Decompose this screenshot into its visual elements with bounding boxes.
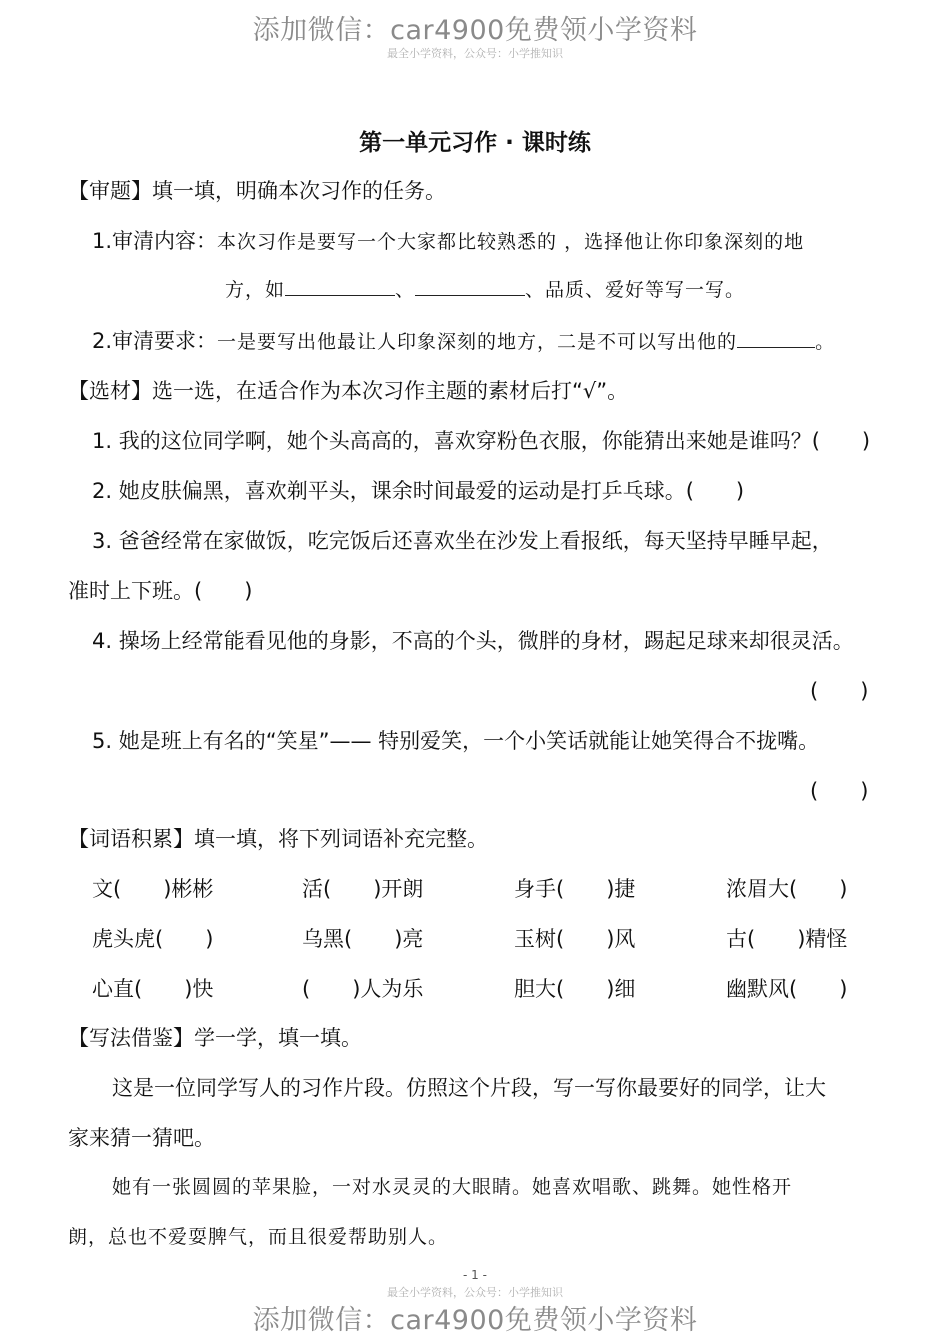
shenti-item-2-text: 一是要写出他最让人印象深刻的地方，二是不可以写出他的 bbox=[217, 331, 738, 353]
shenti-item-2 bbox=[92, 325, 835, 355]
ciyu-cell[interactable]: 心直( )快 bbox=[92, 977, 214, 1001]
watermark-bottom: 添加微信：car4900免费领小学资料 bbox=[252, 1305, 698, 1336]
shenti-item-1-sep: 、 bbox=[395, 279, 416, 301]
shenti-item-1-label: 1.审清内容： bbox=[92, 229, 218, 253]
section-header-shenti: 【审题】填一填，明确本次习作的任务。 bbox=[68, 179, 446, 203]
watermark-top: 添加微信：car4900免费领小学资料 bbox=[252, 15, 698, 46]
ciyu-cell[interactable]: 幽默风( ) bbox=[726, 977, 848, 1001]
page-title: 第一单元习作 · 课时练 bbox=[359, 130, 591, 156]
shenti-item-2-label: 2.审清要求： bbox=[92, 329, 218, 353]
page-number: - 1 - bbox=[463, 1268, 487, 1282]
answer-blank-1[interactable] bbox=[285, 277, 395, 296]
ciyu-cell[interactable]: 虎头虎( ) bbox=[92, 927, 214, 951]
xiefa-intro-line-2: 家来猜一猜吧。 bbox=[68, 1126, 215, 1150]
ciyu-cell[interactable]: 活( )开朗 bbox=[302, 877, 424, 901]
xuancai-item-2[interactable]: 2. 她皮肤偏黑，喜欢剃平头，课余时间最爱的运动是打乒乓球。( ) bbox=[92, 479, 745, 503]
section-header-ciyu: 【词语积累】填一填，将下列词语补充完整。 bbox=[68, 827, 488, 851]
ciyu-cell[interactable]: 乌黑( )亮 bbox=[302, 927, 424, 951]
section-header-xiefa: 【写法借鉴】学一学，填一填。 bbox=[68, 1026, 362, 1050]
section-header-xuancai: 【选材】选一选，在适合作为本次习作主题的素材后打“√”。 bbox=[68, 379, 629, 403]
xiefa-example-line-1: 她有一张圆圆的苹果脸，一对水灵灵的大眼睛。她喜欢唱歌、跳舞。她性格开 bbox=[112, 1176, 793, 1198]
shenti-item-1-text: 本次习作是要写一个大家都比较熟悉的 ，选择他让你印象深刻的地 bbox=[217, 231, 805, 253]
xuancai-item-5-paren[interactable]: ( ) bbox=[810, 779, 869, 803]
xiefa-example-line-2: 朗，总也不爱耍脾气，而且很爱帮助别人。 bbox=[68, 1226, 449, 1248]
shenti-item-1-cont-b: 、品质、爱好等写一写。 bbox=[525, 279, 746, 301]
xiefa-intro-line-1: 这是一位同学写人的习作片段。仿照这个片段，写一写你最要好的同学，让大 bbox=[112, 1076, 826, 1100]
shenti-item-1-cont-a: 方，如 bbox=[225, 279, 286, 301]
shenti-item-1-cont bbox=[225, 275, 745, 302]
watermark-bottom-sub: 最全小学资料，公众号：小学推知识 bbox=[387, 1286, 563, 1299]
shenti-item-2-end: 。 bbox=[815, 331, 836, 353]
ciyu-cell[interactable]: 玉树( )风 bbox=[514, 927, 636, 951]
ciyu-cell[interactable]: 古( )精怪 bbox=[726, 927, 848, 951]
xuancai-item-1[interactable]: 1. 我的这位同学啊，她个头高高的，喜欢穿粉色衣服，你能猜出来她是谁吗？( ) bbox=[92, 429, 871, 453]
xuancai-item-4-paren[interactable]: ( ) bbox=[810, 679, 869, 703]
ciyu-cell[interactable]: 文( )彬彬 bbox=[92, 877, 214, 901]
ciyu-cell[interactable]: 胆大( )细 bbox=[514, 977, 636, 1001]
shenti-item-1 bbox=[92, 225, 804, 255]
xuancai-item-3-cont[interactable]: 准时上下班。( ) bbox=[68, 579, 253, 603]
xuancai-item-4: 4. 操场上经常能看见他的身影，不高的个头，微胖的身材，踢起足球来却很灵活。 bbox=[92, 629, 854, 653]
ciyu-cell[interactable]: 身手( )捷 bbox=[514, 877, 636, 901]
xuancai-item-3: 3. 爸爸经常在家做饭，吃完饭后还喜欢坐在沙发上看报纸，每天坚持早睡早起， bbox=[92, 529, 833, 553]
answer-blank-3[interactable] bbox=[737, 329, 815, 348]
ciyu-cell[interactable]: 浓眉大( ) bbox=[726, 877, 848, 901]
answer-blank-2[interactable] bbox=[415, 277, 525, 296]
xuancai-item-5: 5. 她是班上有名的“笑星”—— 特别爱笑，一个小笑话就能让她笑得合不拢嘴。 bbox=[92, 729, 820, 753]
watermark-top-sub: 最全小学资料，公众号：小学推知识 bbox=[387, 47, 563, 60]
ciyu-cell[interactable]: ( )人为乐 bbox=[302, 977, 424, 1001]
